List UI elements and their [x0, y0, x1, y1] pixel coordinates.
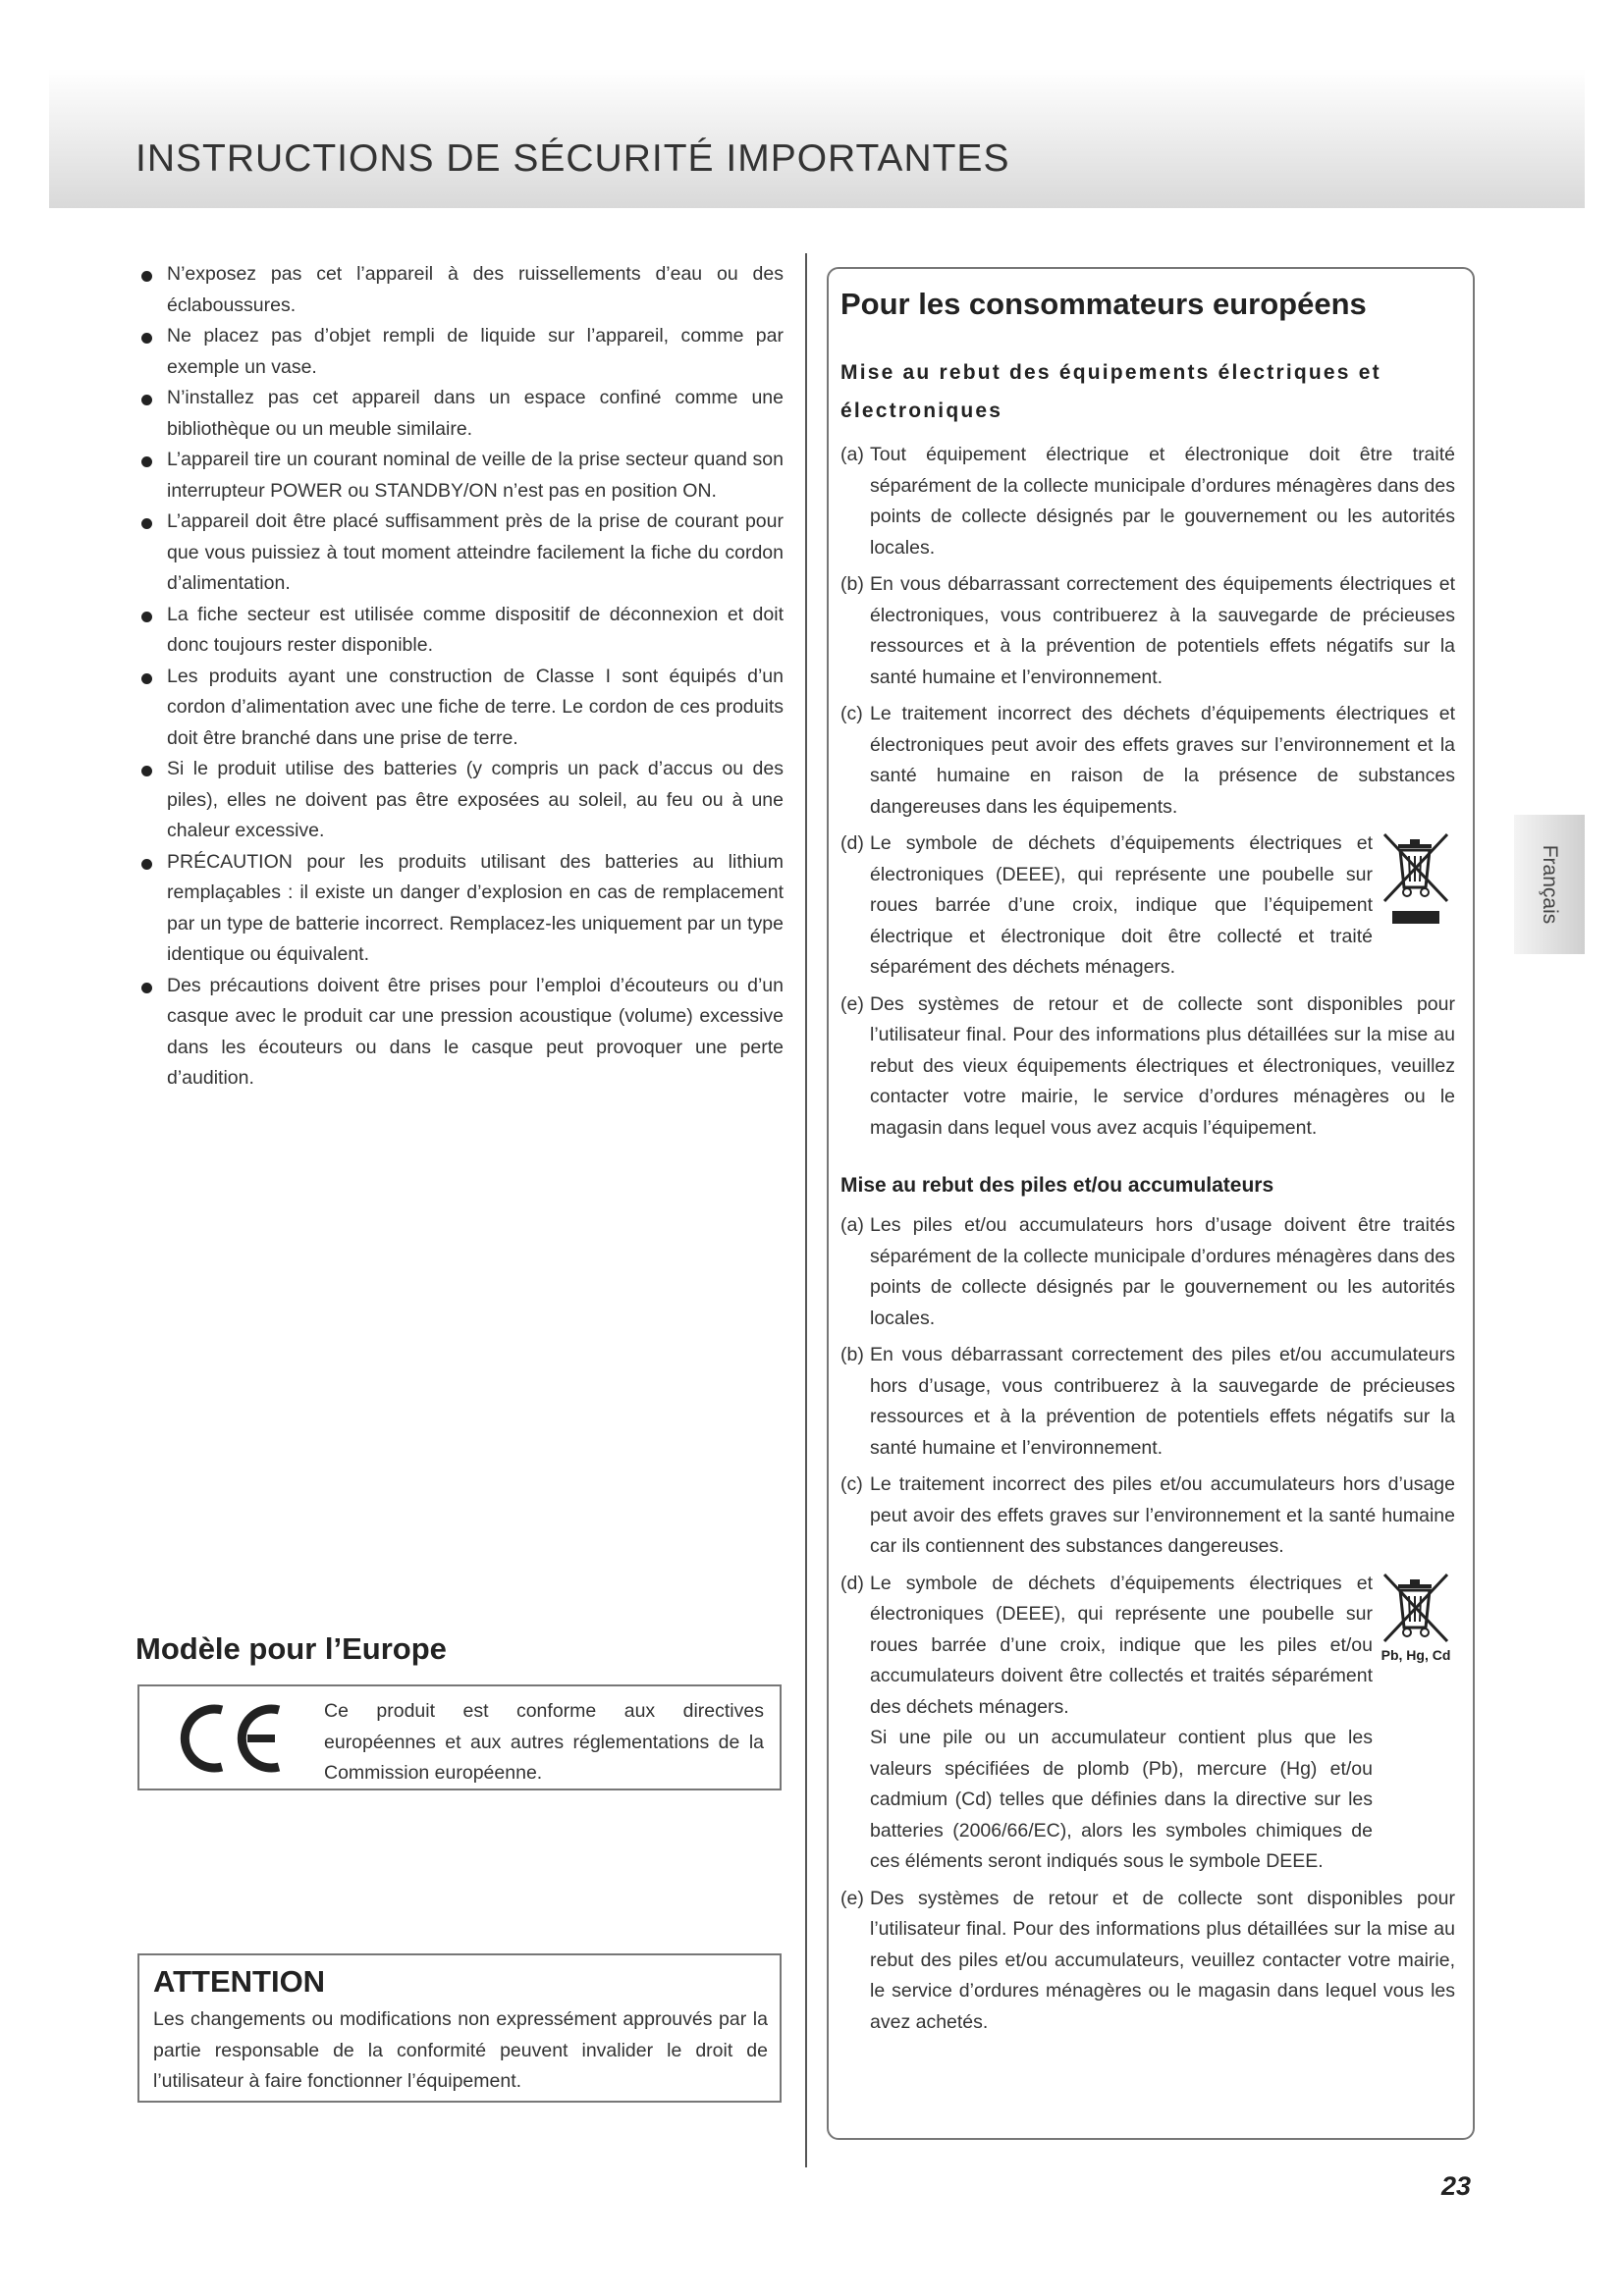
- weee-list: [840, 440, 1455, 1144]
- list-item: (e) Des systèmes de retour et de collecte sont disponibles pour l’utilisateur final. Pour des informations plus détaillées sur la mise au rebut des vieux équipements électriques et électroniques, veuillez contacter votre mairie, le service d’ordures ménagères ou le magasin dans lequel vous avez acquis l’équipement.: [840, 992, 1455, 1139]
- chemical-symbols-label: Pb, Hg, Cd: [1380, 1646, 1451, 1663]
- bullet-icon: [141, 673, 152, 684]
- bullet-item: La fiche secteur est utilisée comme dispositif de déconnexion et doit donc toujours rester disponible.: [135, 600, 784, 662]
- bullet-item: L’appareil tire un courant nominal de veille de la prise secteur quand son interrupteur POWER ou STANDBY/ON n’est pas en position ON.: [135, 445, 784, 507]
- weee-section-title: Mise au rebut des équipements électriques et électroniques: [840, 361, 1381, 422]
- batteries-list: [840, 1210, 1455, 2038]
- bullet-icon: [141, 859, 152, 870]
- language-tab: [1514, 815, 1585, 954]
- europe-model-title: Modèle pour l’Europe: [135, 1631, 447, 1666]
- bullet-icon: [141, 333, 152, 344]
- bullet-icon: [141, 395, 152, 405]
- bullet-item: PRÉCAUTION pour les produits utilisant des batteries au lithium remplaçables : il existe un danger d’explosion en cas de remplacement par un type de batterie incorrect. Remplacez-les uniquement par un type identique ou équivalent.: [135, 847, 784, 971]
- ce-conformity-box: [137, 1684, 782, 1790]
- bullet-icon: [141, 456, 152, 467]
- list-item: Pb, Hg, Cd (d) Le symbole de déchets d’équipements électriques et électroniques (DEEE), qui représente une poubelle sur roues barrée d’une croix, indique que les piles et/ou accumulateurs doivent être collectés et traités séparément des déchets ménagers. Si une pile ou un accumulateur contient plus que les valeurs spécifiées de plomb (Pb), mercure (Hg) et/ou cadmium (Cd) telles que définies dans la directive sur les batteries (2006/66/EC), alors les symboles chimiques de ces éléments seront indiqués sous le symbole DEEE.: [840, 1569, 1455, 1878]
- crossed-bin-icon: [1379, 830, 1453, 929]
- bullet-item: N’exposez pas cet l’appareil à des ruissellements d’eau ou des éclaboussures.: [135, 259, 784, 321]
- bullet-icon: [141, 766, 152, 776]
- column-divider: [805, 253, 807, 2167]
- bullet-icon: [141, 518, 152, 529]
- safety-instructions: [135, 259, 784, 1095]
- batteries-section-title: Mise au rebut des piles et/ou accumulateurs: [840, 1174, 1274, 1197]
- attention-text: Les changements ou modifications non expressément approuvés par la partie responsable de la conformité peuvent invalider le droit de l’utilisateur à faire fonctionner l’équipement.: [153, 2008, 768, 2092]
- list-item: (e) Des systèmes de retour et de collecte sont disponibles pour l’utilisateur final. Pour des informations plus détaillées sur la mise au rebut des piles et/ou accumulateurs, veuillez contacter votre mairie, le service d’ordures ménagères ou le magasin dans lequel vous les avez achetés.: [840, 1887, 1455, 2033]
- bullet-item: Si le produit utilise des batteries (y compris un pack d’accus ou des piles), elles ne doivent pas être exposées au soleil, au feu ou à une chaleur excessive.: [135, 754, 784, 847]
- bullet-item: N’installez pas cet appareil dans un espace confiné comme une bibliothèque ou un meuble similaire.: [135, 383, 784, 445]
- list-item: (a) Les piles et/ou accumulateurs hors d’usage doivent être traités séparément de la collecte municipale d’ordures ménagères dans des points de collecte désignés par le gouvernement ou les autorités locales.: [840, 1214, 1455, 1329]
- list-item: (c) Le traitement incorrect des déchets d’équipements électriques et électroniques peut avoir des effets graves sur l’environnement et la santé humaine en raison de la présence de substances dangereuses dans les équipements.: [840, 703, 1455, 818]
- page-title: INSTRUCTIONS DE SÉCURITÉ IMPORTANTES: [135, 137, 1010, 180]
- european-consumers-box: [827, 267, 1475, 2140]
- attention-title: ATTENTION: [153, 1964, 326, 1999]
- bullet-icon: [141, 983, 152, 993]
- language-label: Français: [1539, 844, 1561, 925]
- bullet-icon: [141, 612, 152, 622]
- bullet-item: Les produits ayant une construction de Classe I sont équipés d’un cordon d’alimentation avec une fiche de terre. Le cordon de ces produits doit être branché dans une prise de terre.: [135, 662, 784, 755]
- safety-bullet-list: [135, 259, 784, 1095]
- list-item: (c) Le traitement incorrect des piles et/ou accumulateurs hors d’usage peut avoir des effets graves sur l’environnement et la santé humaine car ils contiennent des substances dangereuses.: [840, 1473, 1455, 1557]
- ce-mark-icon: [177, 1696, 285, 1781]
- bullet-item: Ne placez pas d’objet rempli de liquide sur l’appareil, comme par exemple un vase.: [135, 321, 784, 383]
- list-item: (b) En vous débarrassant correctement des équipements électriques et électroniques, vous contribuerez à la sauvegarde de précieuses ressources et à la prévention de potentiels effets négatifs sur la santé humaine et l’environnement.: [840, 573, 1455, 688]
- list-item: (a) Tout équipement électrique et électronique doit être traité séparément de la collecte municipale d’ordures ménagères dans des points de collecte désignés par le gouvernement ou les autorités locales.: [840, 444, 1455, 559]
- page-number: 23: [1440, 2171, 1471, 2201]
- european-consumers-title: Pour les consommateurs européens: [840, 287, 1367, 321]
- attention-box: [137, 1953, 782, 2103]
- list-item: (b) En vous débarrassant correctement des piles et/ou accumulateurs hors d’usage, vous contribuerez à la sauvegarde de précieuses ressources et à la prévention de potentiels effets négatifs sur la santé humaine et l’environnement.: [840, 1344, 1455, 1459]
- bullet-icon: [141, 271, 152, 282]
- bullet-item: L’appareil doit être placé suffisamment près de la prise de courant pour que vous puissiez à tout moment atteindre facilement la fiche du cordon d’alimentation.: [135, 507, 784, 600]
- crossed-bin-battery-icon: [1379, 1571, 1453, 1663]
- list-item: (d) Le symbole de déchets d’équipements électriques et électroniques (DEEE), qui représente une poubelle sur roues barrée d’une croix, indique que l’équipement électrique et électronique doit être collecté et traité séparément des déchets ménagers.: [840, 828, 1455, 984]
- ce-conformity-text: Ce produit est conforme aux directives européennes et aux autres réglementations de la Commission européenne.: [324, 1700, 764, 1784]
- bullet-item: Des précautions doivent être prises pour l’emploi d’écouteurs ou d’un casque avec le produit car une pression acoustique (volume) excessive dans les écouteurs ou dans le casque peut provoquer une perte d’audition.: [135, 971, 784, 1095]
